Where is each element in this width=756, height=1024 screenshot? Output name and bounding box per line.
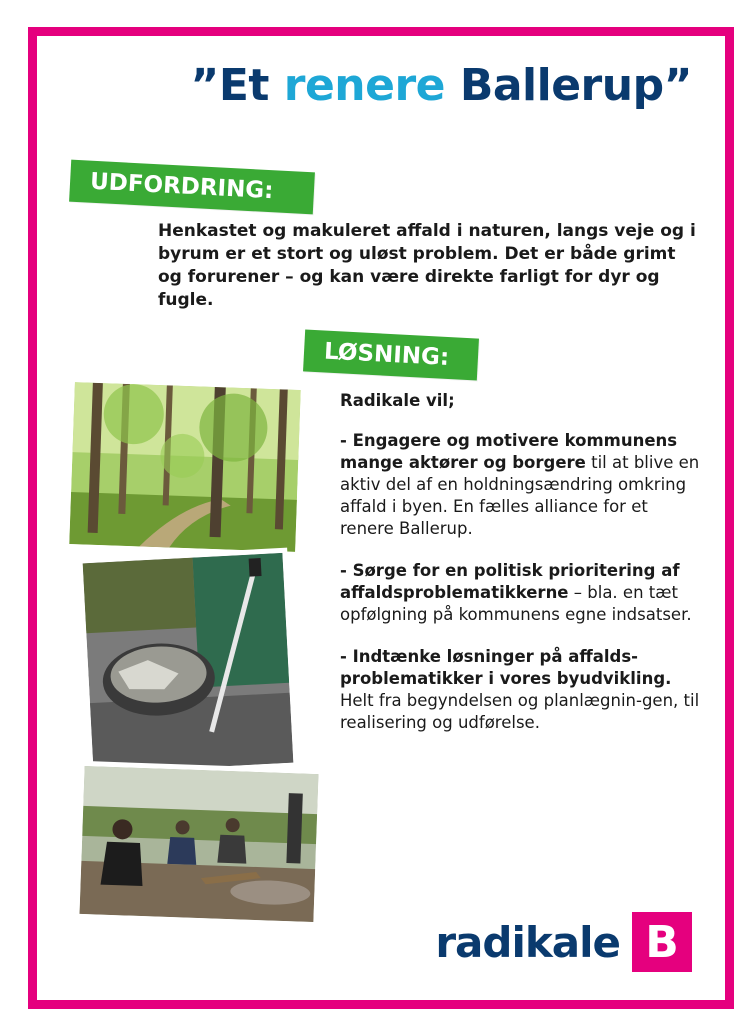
solution-point-2-bold: - Sørge for en politisk prioritering af affaldsproblematikkerne	[340, 561, 680, 602]
campfire-photo	[79, 766, 318, 922]
solution-point-2	[340, 560, 700, 626]
solution-point-1-text: til at blive en aktiv del af en holdningsændring omkring affald i byen. En fælles alliance for et renere Ballerup.	[340, 453, 700, 538]
title-end: Ballerup”	[445, 60, 692, 111]
title-start: ”Et	[190, 60, 284, 111]
title-accent-word: renere	[283, 60, 445, 111]
solution-point-3	[340, 646, 700, 734]
page-title	[190, 60, 692, 111]
solution-point-1-bold: - Engagere og motivere kommunens mange aktører og borgere	[340, 431, 678, 472]
solution-lead: Radikale vil;	[340, 391, 455, 410]
solution-point-1	[340, 430, 700, 540]
forest-photo	[69, 382, 301, 552]
solution-point-2-text: – bla. en tæt opfølgning på kommunens egne indsatser.	[340, 583, 692, 624]
solution-point-3-text: Helt fra begyndelsen og planlægnin-gen, til realisering og udførelse.	[340, 691, 700, 732]
logo-letter-box: B	[632, 912, 692, 972]
trash-bin-photo	[83, 553, 294, 773]
logo-wordmark: radikale	[435, 917, 620, 967]
radikale-logo	[435, 912, 692, 972]
challenge-label: UDFORDRING:	[69, 160, 315, 215]
solution-label: LØSNING:	[303, 329, 479, 380]
solution-point-3-bold: - Indtænke løsninger på affalds-problematikker i vores byudvikling.	[340, 647, 672, 688]
solution-column	[340, 390, 700, 754]
challenge-text: Henkastet og makuleret affald i naturen, langs veje og i byrum er et stort og uløst problem. Det er både grimt og forurener – og kan være direkte farligt for dyr og fugle.	[158, 221, 696, 310]
